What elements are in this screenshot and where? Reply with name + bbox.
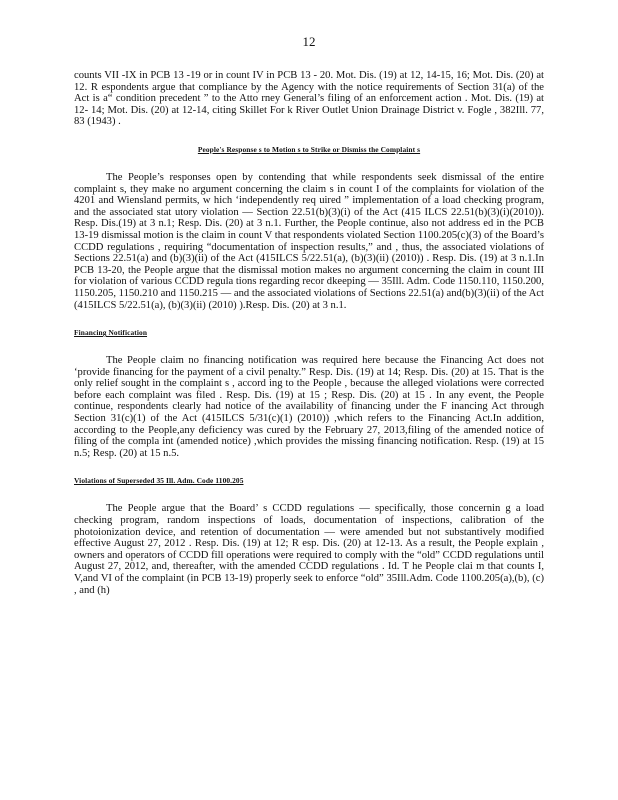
section-heading-peoples-response: People's Response s to Motion s to Strike or Dismiss the Complaint s [197,144,421,154]
section-heading-superseded-violations: Violations of Superseded 35 Ill. Adm. Code 1100.205 [74,476,244,486]
paragraph-peoples-response: The People’s responses open by contending that while respondents seek dismissal of the entire complaint s, they make no argument concerning the claim s in count I of the complaints for violation of the 4201 and Wiensland permits, w hich ‘independently req uired ” implementation of a load checking program, and the associated stat utory violation — Section 22.51(b)(3)(i) of the Act (415 ILCS 22.51(b)(3)(i)(2010)). Resp. Dis.(19) at 3 n.1; Resp. Dis. (20) at 3 n.1. Further, the People continue, also not address ed in the PCB 13-19 dismissal motion is the claim in count V that respondents violated Section 1100.205(c)(3) of the Board’s CCDD regulations , requiring “documentation of inspection results,” and , thus, the associated violations of Sections 22.51(a) and (b)(3)(ii) of the Act (415ILCS 5/22.51(a), (b)(3)(ii) (2010)) . Resp. Dis. (19) at 3 n.1.In PCB 13-20, the People argue that the dismissal motion makes no argument concerning the claim in count III for violation of various CCDD regula tions regarding recor dkeeping — 35Ill. Adm. Code 1150.110, 1150.200, 1150.205, 1150.210 and 1150.215 — and the associated violations of Sections 22.51(a) and(b)(3)(ii) of the Act (415ILCS 5/22.51(a), (b)(3)(ii) (2010) ).Resp. Dis. (20) at 3 n.1. [74,171,544,311]
page-number: 12 [302,34,316,49]
section-heading-financing-notification: Financing Notification [74,328,148,338]
paragraph-superseded-violations: The People argue that the Board’ s CCDD regulations — specifically, those concernin g a load checking program, random inspections of loads, documentation of inspections, calibration of the photoionization device, and retention of documentation — were amended but not substantively modified effective August 27, 2012 . Resp. Dis. (19) at 12; R esp. Dis. (20) at 12-13. As a result, the People explain , owners and operators of CCDD fill operations were required to comply with the “old” CCDD regulations until August 27, 2012, and, thereafter, with the amended CCDD regulations . Id. T he People clai m that counts I, V,and VI of the complaint (in PCB 13-19) properly seek to enforce “old” 35Ill.Adm. Code 1100.205(a),(b), (c) , and (h) [74,503,544,596]
paragraph-financing-notification: The People claim no financing notification was required here because the Financing Act does not ‘provide financing for the payment of a civil penalty.” Resp. Dis. (19) at 14; Resp. Dis. (20) at 15. That is the only relief sought in the complaint s , accord ing to the People , because the alleged violations were corrected before each complaint was filed . Resp. Dis. (19) at 15 ; Resp. Dis. (20) at 15 . In any event, the People continue, respondents clearly had notice of the availability of financing under the F inancing Act through Section 31(c)(1) of the Act (415ILCS 5/31(c)(1) (2010)) ,which refers to the Financing Act.In addition, according to the People,any deficiency was cured by the February 27, 2013,filing of the amended notice of filing of the compla int (amended notice) ,which provides the missing financing notification. Resp. (19) at 15 n.5; Resp. (20) at 15 n.5. [74,355,544,459]
page-body [74,70,544,596]
paragraph-continuation: counts VII -IX in PCB 13 -19 or in count IV in PCB 13 - 20. Mot. Dis. (19) at 12, 14-15, 16; Mot. Dis. (20) at 12. R espondents argue that compliance by the Agency with the notice requirements of Section 31(a) of the Act is a“ condition precedent ” to the Atto rney General’s filing of an enforcement action . Mot. Dis. (19) at 12- 14; Mot. Dis. (20) at 12-14, citing Skillet For k River Outlet Union Drainage District v. Fogle , 382Ill. 77, 83 (1943) . [74,70,544,128]
